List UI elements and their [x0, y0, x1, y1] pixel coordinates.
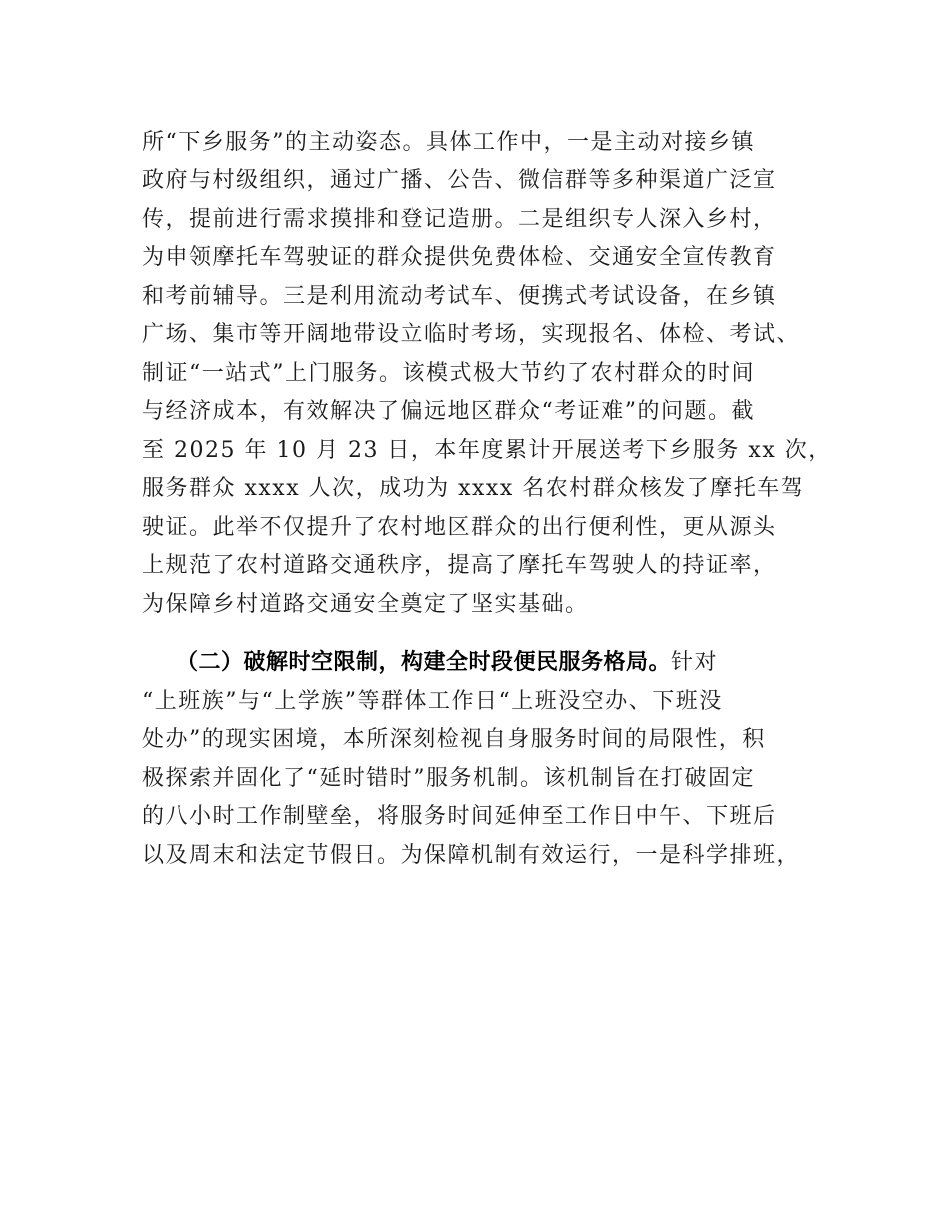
text-line: 传，提前进行需求摸排和登记造册。二是组织专人深入乡村， [142, 207, 777, 232]
text-line: 所“下乡服务”的主动姿态。具体工作中，一是主动对接乡镇 [142, 130, 755, 155]
text-line: 和考前辅导。三是利用流动考试车、便携式考试设备，在乡镇 [142, 284, 777, 309]
text-line: 广场、集市等开阔地带设立临时考场，实现报名、体检、考试、 [142, 322, 801, 347]
text-line: 上规范了农村道路交通秩序，提高了摩托车驾驶人的持证率， [142, 553, 777, 578]
text-line: 的八小时工作制壁垒，将服务时间延伸至工作日中午、下班后 [142, 804, 777, 829]
heading-tail-text: 针对 [671, 650, 719, 675]
text-line: 以及周末和法定节假日。为保障机制有效运行，一是科学排班， [142, 843, 801, 868]
text-line: 至 2025 年 10 月 23 日，本年度累计开展送考下乡服务 xx 次， [142, 438, 832, 463]
text-line: 驶证。此举不仅提升了农村地区群众的出行便利性，更从源头 [142, 515, 777, 540]
text-line: 处办”的现实困境，本所深刻检视自身服务时间的局限性，积 [142, 727, 766, 752]
text-line: 服务群众 xxxx 人次，成功为 xxxx 名农村群众核发了摩托车驾 [142, 476, 805, 501]
text-line: 为保障乡村道路交通安全奠定了坚实基础。 [142, 592, 589, 617]
text-line: 极探索并固化了“延时错时”服务机制。该机制旨在打破固定 [142, 766, 755, 791]
text-line: 为申领摩托车驾驶证的群众提供免费体检、交通安全宣传教育 [142, 245, 777, 270]
text-line: 政府与村级组织，通过广播、公告、微信群等多种渠道广泛宣 [142, 168, 777, 193]
text-line: 与经济成本，有效解决了偏远地区群众“考证难”的问题。截 [142, 399, 755, 424]
text-line: 制证“一站式”上门服务。该模式极大节约了农村群众的时间 [142, 361, 755, 386]
text-line: “上班族”与“上学族”等群体工作日“上班没空办、下班没 [142, 689, 723, 714]
section-heading: （二）破解时空限制，构建全时段便民服务格局。 [176, 650, 672, 675]
section-heading-line [176, 644, 866, 682]
